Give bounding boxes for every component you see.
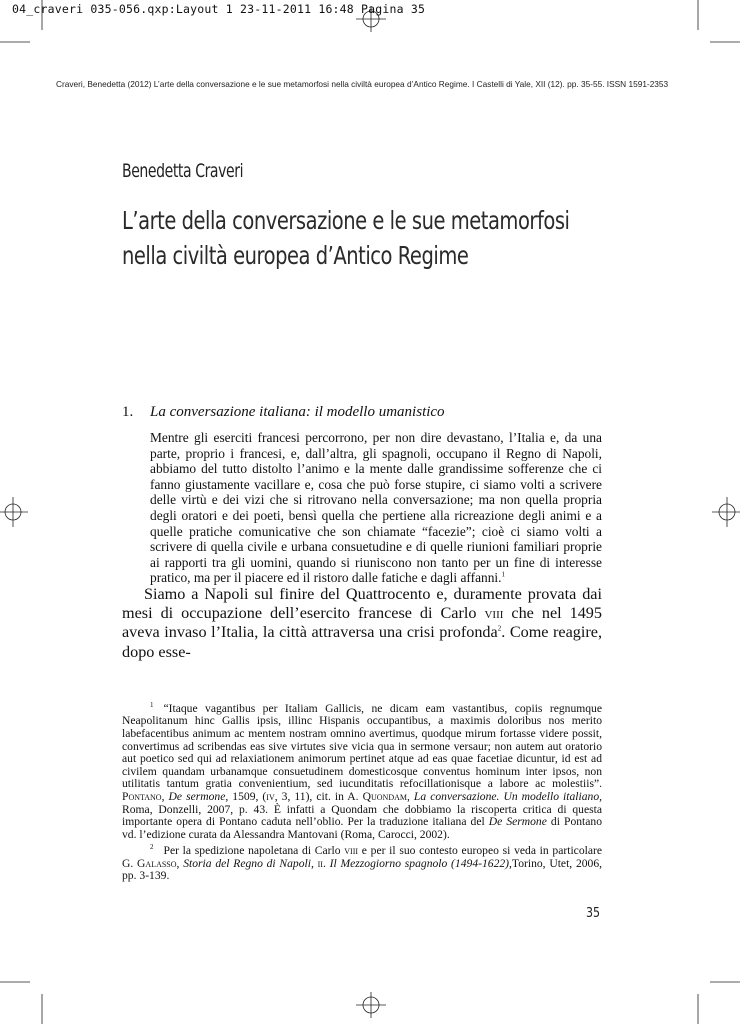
footnote-text: , 3, 11), cit. in A. (274, 790, 363, 804)
author-small-caps: Quondam (362, 790, 407, 804)
footnote-2 (122, 841, 602, 883)
work-title: La conversazione. Un modello italiano, (413, 790, 603, 804)
page-number: 35 (586, 906, 601, 921)
footnote-ref-1: 1 (501, 570, 505, 579)
title-line-1: L’arte della conversazione e le sue metamorfosi (122, 206, 570, 235)
section-title: La conversazione italiana: il modello umanistico (150, 404, 445, 420)
footnote-text: , (176, 856, 184, 870)
footnote-1 (122, 699, 602, 841)
author-small-caps: Galasso (137, 856, 177, 870)
roman-numeral: viii (344, 844, 359, 858)
roman-numeral: iv (266, 790, 275, 804)
footnote-text: Per la spedizione napoletana di Carlo (163, 844, 345, 858)
footnote-text: Torino, Utet, 2006, pp. 3-139. (122, 856, 603, 883)
author-small-caps: Pontano (122, 790, 162, 804)
author-name: Benedetta Craveri (122, 160, 244, 182)
work-title: De Sermone (488, 815, 547, 829)
work-title: De sermone (168, 790, 226, 804)
footnote-text: “Itaque vagantibus per Italiam Gallicis, ne dicam eam vastantibus, copiis regnumque Neapolitanum hinc Gallis ipsis, illinc Hispanis occupantibus, a maximis doloribus nos merito labefacentibus animum ac mentem nostram omnino avertimus, quodque mirum fortasse videre possit, convertimus ad scribendas eas sive virtutes sive vicia qua in sermone versaur; non autem aut oratorio aut poetico sed qui ad relaxiationem animorum pertinet atque ad eas quae facetiae dicuntur, id est ad civilem quandam urbanamque consuetudinem domesticosque conventus hominum inter ipsos, non utilitatis tantum gratia convenientium, sed iucunditatis refocillationisque a labore ac molestiis”. (122, 701, 602, 791)
footnote-text: , 1509, ( (225, 790, 267, 804)
title-line-2: nella civiltà europea d’Antico Regime (122, 241, 469, 270)
footnote-text: . (322, 856, 330, 870)
quote-text: Mentre gli eserciti francesi percorrono, per non dire devastano, l’Italia e, da una parte, proprio i francesi, e, dall’altra, gli spagnoli, occupano il Regno di Napoli, abbiamo del tutto distolto l’animo e la mente dalle grandissime sofferenze che ci fanno giustamente vacillare e, cosa che può forse stupire, ci siamo volti a scrivere delle virtù e dei vizi che si ritrovano nella conversazione; ma non quella propria degli oratori e dei poeti, bensì quella che pertiene alla ricreazione degli animi e a quelle pratiche comunicative che son chiamate “facezie”; cioè ci siamo volti a scrivere di quella civile e urbana consuetudine e di quelle riunioni familiari proprie ai rapporti tra gli uomini, quando si riuniscono non tanto per un fine di interesse pratico, ma per il piacere ed il ristoro dalle fatiche e dagli affanni. (150, 430, 602, 586)
block-quote (150, 430, 602, 586)
body-text-1: Siamo a Napoli sul finire del Quattrocento e, duramente provata dai mesi di occupazione dell’esercito francese di Carlo (122, 585, 602, 623)
work-title: Il Mezzogiorno spagnolo (1494-1622), (329, 856, 512, 870)
citation-header: Craveri, Benedetta (2012) L’arte della conversazione e le sue metamorfosi nella civiltà europea d’Antico Regime. I Castelli di Yale, XII (12). pp. 35-55. ISSN 1591-2353 (56, 79, 669, 89)
footnote-text: e per il suo contesto europeo si veda in particolare G. (122, 844, 602, 870)
footnote-text: di Pontano vd. l’edizione curata da Alessandra Mantovani (Roma, Carocci, 2002). (122, 815, 603, 841)
registration-mark-right (712, 497, 740, 527)
footnotes (122, 699, 602, 883)
roman-numeral: viii (484, 604, 504, 623)
roman-numeral: ii (317, 856, 323, 870)
work-title: Storia del Regno di Napoli, (183, 856, 314, 870)
body-paragraph (122, 585, 602, 662)
footnote-number: 1 (150, 701, 154, 709)
section-number: 1. (122, 404, 134, 420)
section-heading (122, 404, 602, 421)
registration-mark-bottom (356, 992, 386, 1018)
body-text-3: . Come reagire, dopo esse- (122, 623, 603, 661)
footnote-text: Roma, Donzelli, 2007, p. 43. È infatti a Quondam che dobbiamo la riscoperta critica di questa importante opera di Pontano caduta nell’oblio. Per la traduzione italiana del (122, 802, 602, 829)
print-slug-line: 04_craveri 035-056.qxp:Layout 1 23-11-2011 16:48 Pagina 35 (12, 2, 426, 16)
registration-mark-left (0, 497, 28, 527)
footnote-text: , (161, 790, 169, 804)
footnote-text: , (406, 790, 414, 804)
footnote-ref-2: 2 (497, 625, 502, 634)
footnote-number: 2 (150, 843, 154, 852)
article-title (122, 203, 569, 273)
body-text-2: che nel 1495 aveva invaso l’Italia, la città attraversa una crisi profonda (122, 604, 602, 642)
